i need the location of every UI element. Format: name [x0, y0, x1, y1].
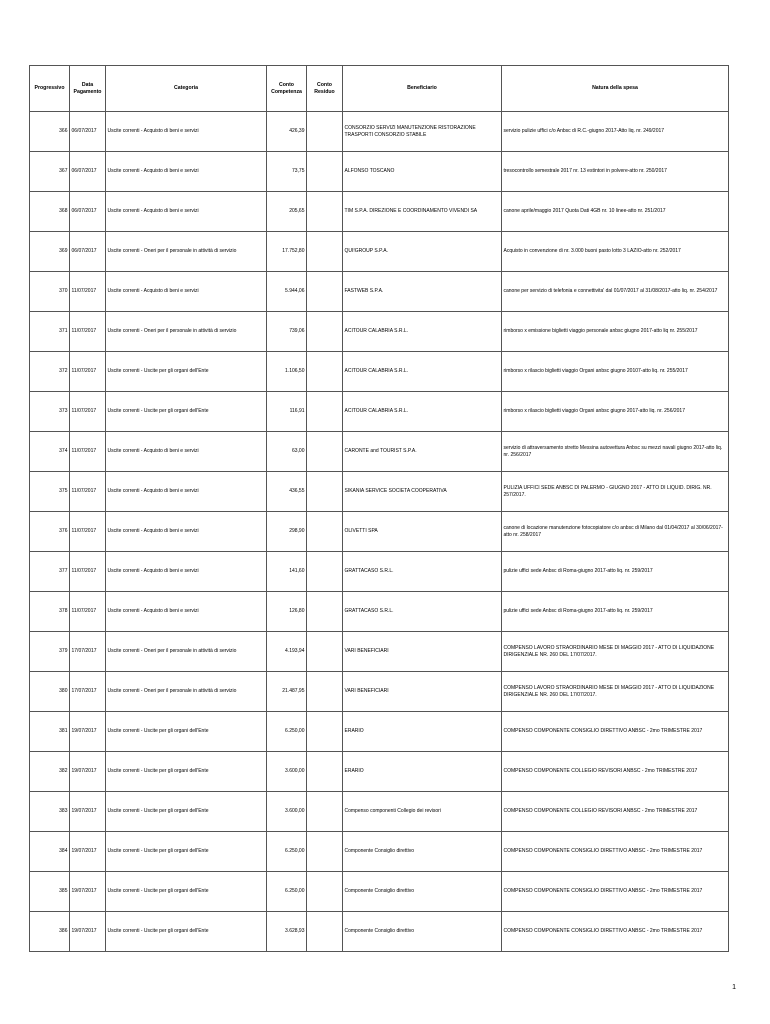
cell-categoria: Uscite correnti - Oneri per il personale in attività di servizio	[106, 672, 267, 712]
cell-conto-residuo	[307, 112, 343, 152]
table-row	[30, 512, 729, 552]
cell-conto-residuo	[307, 872, 343, 912]
cell-natura-spesa: PULIZIA UFFICI SEDE ANBSC DI PALERMO - GIUGNO 2017 - ATTO DI LIQUID. DIRIG. NR. 257/2017.	[502, 472, 729, 512]
cell-categoria: Uscite correnti - Acquisto di beni e servizi	[106, 472, 267, 512]
table-row	[30, 912, 729, 952]
cell-progressivo: 382	[30, 752, 70, 792]
page-number: 1	[732, 984, 736, 991]
cell-natura-spesa: COMPENSO COMPONENTE CONSIGLIO DIRETTIVO ANBSC - 2mo TRIMESTRE 2017	[502, 872, 729, 912]
cell-beneficiario: Compenso componenti Collegio dei revisori	[343, 792, 502, 832]
cell-beneficiario: CONSORZIO SERVIZI MANUTENZIONE RISTORAZIONE TRASPORTI CONSORZIO STABILE	[343, 112, 502, 152]
table-row	[30, 632, 729, 672]
cell-conto-residuo	[307, 912, 343, 952]
cell-progressivo: 378	[30, 592, 70, 632]
cell-data-pagamento: 06/07/2017	[70, 112, 106, 152]
cell-beneficiario: SIKANIA SERVICE SOCIETA COOPERATIVA	[343, 472, 502, 512]
table-row	[30, 832, 729, 872]
cell-progressivo: 384	[30, 832, 70, 872]
cell-data-pagamento: 11/07/2017	[70, 432, 106, 472]
cell-conto-residuo	[307, 272, 343, 312]
table-row	[30, 352, 729, 392]
cell-progressivo: 371	[30, 312, 70, 352]
cell-data-pagamento: 11/07/2017	[70, 512, 106, 552]
cell-data-pagamento: 19/07/2017	[70, 872, 106, 912]
cell-conto-competenza: 426,39	[267, 112, 307, 152]
cell-data-pagamento: 06/07/2017	[70, 152, 106, 192]
cell-beneficiario: GRATTACASO S.R.L.	[343, 552, 502, 592]
cell-natura-spesa: COMPENSO LAVORO STRAORDINARIO MESE DI MAGGIO 2017 - ATTO DI LIQUIDAZIONE DIRIGENZIALE NR. 260 DEL 17/07/2017.	[502, 672, 729, 712]
cell-conto-competenza: 6.250,00	[267, 832, 307, 872]
cell-natura-spesa: servizio pulizie uffici c/o Anbsc di R.C.-giugno 2017-Atto liq. nr. 249/2017	[502, 112, 729, 152]
cell-conto-residuo	[307, 832, 343, 872]
cell-natura-spesa: servizio di attraversamento stretto Messina autovettura Anbsc su mezzi navali giugno 2017-atto liq. nr. 256/2017	[502, 432, 729, 472]
header-conto-residuo: Conto Residuo	[307, 66, 343, 112]
cell-progressivo: 386	[30, 912, 70, 952]
cell-categoria: Uscite correnti - Acquisto di beni e servizi	[106, 432, 267, 472]
cell-beneficiario: ACITOUR CALABRIA S.R.L.	[343, 392, 502, 432]
cell-conto-competenza: 298,90	[267, 512, 307, 552]
cell-conto-competenza: 4.193,94	[267, 632, 307, 672]
cell-beneficiario: ACITOUR CALABRIA S.R.L.	[343, 352, 502, 392]
cell-conto-residuo	[307, 792, 343, 832]
cell-data-pagamento: 19/07/2017	[70, 912, 106, 952]
table-row	[30, 232, 729, 272]
cell-progressivo: 375	[30, 472, 70, 512]
cell-natura-spesa: COMPENSO LAVORO STRAORDINARIO MESE DI MAGGIO 2017 - ATTO DI LIQUIDAZIONE DIRIGENZIALE NR. 260 DEL 17/07/2017.	[502, 632, 729, 672]
cell-beneficiario: GRATTACASO S.R.L.	[343, 592, 502, 632]
payments-table	[29, 65, 729, 952]
cell-categoria: Uscite correnti - Oneri per il personale in attività di servizio	[106, 232, 267, 272]
cell-categoria: Uscite correnti - Uscite per gli organi dell'Ente	[106, 912, 267, 952]
table-body	[30, 112, 729, 952]
table-row	[30, 672, 729, 712]
cell-data-pagamento: 19/07/2017	[70, 832, 106, 872]
cell-conto-competenza: 1.106,50	[267, 352, 307, 392]
cell-beneficiario: Componente Consiglio direttivo	[343, 912, 502, 952]
table-row	[30, 312, 729, 352]
cell-beneficiario: CARONTE and TOURIST S.P.A.	[343, 432, 502, 472]
header-beneficiario: Beneficiario	[343, 66, 502, 112]
cell-categoria: Uscite correnti - Acquisto di beni e servizi	[106, 552, 267, 592]
cell-categoria: Uscite correnti - Uscite per gli organi dell'Ente	[106, 352, 267, 392]
cell-conto-competenza: 141,60	[267, 552, 307, 592]
table-row	[30, 472, 729, 512]
cell-beneficiario: VARI BENEFICIARI	[343, 672, 502, 712]
cell-categoria: Uscite correnti - Oneri per il personale in attività di servizio	[106, 312, 267, 352]
cell-natura-spesa: Acquisto in convenzione di nr. 3.000 buoni pasto lotto 3 LAZIO-atto nr. 252/2017	[502, 232, 729, 272]
cell-conto-competenza: 3.600,00	[267, 752, 307, 792]
cell-conto-competenza: 21.487,95	[267, 672, 307, 712]
cell-conto-residuo	[307, 312, 343, 352]
table-header-row	[30, 66, 729, 112]
cell-progressivo: 370	[30, 272, 70, 312]
cell-conto-competenza: 126,80	[267, 592, 307, 632]
cell-data-pagamento: 17/07/2017	[70, 632, 106, 672]
cell-natura-spesa: COMPENSO COMPONENTE CONSIGLIO DIRETTIVO ANBSC - 2mo TRIMESTRE 2017	[502, 912, 729, 952]
cell-data-pagamento: 19/07/2017	[70, 712, 106, 752]
cell-natura-spesa: canone di locazione manutenzione fotocopiatore c/o anbsc di Milano dal 01/04/2017 al 30/06/2017-atto nr. 258/2017	[502, 512, 729, 552]
cell-beneficiario: ACITOUR CALABRIA S.R.L.	[343, 312, 502, 352]
cell-conto-competenza: 739,06	[267, 312, 307, 352]
cell-data-pagamento: 19/07/2017	[70, 792, 106, 832]
cell-progressivo: 385	[30, 872, 70, 912]
cell-natura-spesa: COMPENSO COMPONENTE CONSIGLIO DIRETTIVO ANBSC - 2mo TRIMESTRE 2017	[502, 712, 729, 752]
cell-natura-spesa: COMPENSO COMPONENTE COLLEGIO REVISORI ANBSC - 2mo TRIMESTRE 2017	[502, 792, 729, 832]
cell-beneficiario: OLIVETTI SPA	[343, 512, 502, 552]
cell-conto-residuo	[307, 352, 343, 392]
cell-natura-spesa: pulizie uffici sede Anbsc di Roma-giugno 2017-atto liq. nr. 259/2017	[502, 552, 729, 592]
cell-beneficiario: Componente Consiglio direttivo	[343, 872, 502, 912]
cell-progressivo: 372	[30, 352, 70, 392]
cell-natura-spesa: rimborso x rilascio biglietti viaggio Organi anbsc giugno 20107-atto liq. nr. 255/2017	[502, 352, 729, 392]
cell-conto-competenza: 73,75	[267, 152, 307, 192]
cell-data-pagamento: 11/07/2017	[70, 312, 106, 352]
cell-conto-residuo	[307, 392, 343, 432]
cell-conto-residuo	[307, 432, 343, 472]
cell-conto-competenza: 116,91	[267, 392, 307, 432]
cell-data-pagamento: 06/07/2017	[70, 232, 106, 272]
cell-conto-residuo	[307, 752, 343, 792]
cell-categoria: Uscite correnti - Uscite per gli organi dell'Ente	[106, 792, 267, 832]
table-row	[30, 792, 729, 832]
cell-natura-spesa: rimborso x emissione biglietti viaggio personale anbsc giugno 2017-atto liq nr. 255/2017	[502, 312, 729, 352]
cell-progressivo: 373	[30, 392, 70, 432]
cell-conto-competenza: 6.250,00	[267, 712, 307, 752]
cell-progressivo: 376	[30, 512, 70, 552]
header-categoria: Categoria	[106, 66, 267, 112]
cell-conto-competenza: 3.628,93	[267, 912, 307, 952]
cell-progressivo: 368	[30, 192, 70, 232]
cell-conto-residuo	[307, 232, 343, 272]
header-progressivo: Progressivo	[30, 66, 70, 112]
cell-data-pagamento: 11/07/2017	[70, 472, 106, 512]
table-row	[30, 432, 729, 472]
cell-progressivo: 381	[30, 712, 70, 752]
cell-categoria: Uscite correnti - Uscite per gli organi dell'Ente	[106, 392, 267, 432]
cell-conto-competenza: 5.944,06	[267, 272, 307, 312]
cell-conto-competenza: 3.600,00	[267, 792, 307, 832]
cell-beneficiario: FASTWEB S.P.A.	[343, 272, 502, 312]
cell-conto-competenza: 205,65	[267, 192, 307, 232]
cell-categoria: Uscite correnti - Oneri per il personale in attività di servizio	[106, 632, 267, 672]
cell-categoria: Uscite correnti - Uscite per gli organi dell'Ente	[106, 872, 267, 912]
cell-categoria: Uscite correnti - Uscite per gli organi dell'Ente	[106, 712, 267, 752]
cell-conto-competenza: 6.250,00	[267, 872, 307, 912]
cell-progressivo: 383	[30, 792, 70, 832]
cell-data-pagamento: 19/07/2017	[70, 752, 106, 792]
cell-categoria: Uscite correnti - Uscite per gli organi dell'Ente	[106, 832, 267, 872]
cell-natura-spesa: canone per servizio di telefonia e connettivita' dal 01/07/2017 al 31/08/2017-atto liq. nr. 254/2017	[502, 272, 729, 312]
cell-conto-competenza: 63,00	[267, 432, 307, 472]
cell-progressivo: 379	[30, 632, 70, 672]
cell-progressivo: 377	[30, 552, 70, 592]
cell-natura-spesa: pulizie uffici sede Anbsc di Roma-giugno 2017-atto liq. nr. 259/2017	[502, 592, 729, 632]
cell-natura-spesa: canone aprile/maggio 2017 Quota Dati 4GB nr. 10 linee-atto nr. 251/2017	[502, 192, 729, 232]
cell-progressivo: 369	[30, 232, 70, 272]
cell-conto-residuo	[307, 672, 343, 712]
table-row	[30, 752, 729, 792]
cell-conto-competenza: 17.752,80	[267, 232, 307, 272]
table-row	[30, 712, 729, 752]
table-row	[30, 592, 729, 632]
cell-natura-spesa: COMPENSO COMPONENTE COLLEGIO REVISORI ANBSC - 2mo TRIMESTRE 2017	[502, 752, 729, 792]
table-row	[30, 552, 729, 592]
cell-conto-residuo	[307, 512, 343, 552]
cell-natura-spesa: tresocontrollo semestrale 2017 nr. 13 estintori in polvere-atto nr. 250/2017	[502, 152, 729, 192]
cell-progressivo: 366	[30, 112, 70, 152]
cell-conto-residuo	[307, 552, 343, 592]
cell-conto-residuo	[307, 192, 343, 232]
table-row	[30, 872, 729, 912]
cell-conto-residuo	[307, 712, 343, 752]
header-data-pagamento: Data Pagamento	[70, 66, 106, 112]
cell-progressivo: 367	[30, 152, 70, 192]
cell-categoria: Uscite correnti - Acquisto di beni e servizi	[106, 152, 267, 192]
cell-categoria: Uscite correnti - Uscite per gli organi dell'Ente	[106, 752, 267, 792]
cell-data-pagamento: 11/07/2017	[70, 392, 106, 432]
cell-beneficiario: ERARIO	[343, 752, 502, 792]
cell-data-pagamento: 11/07/2017	[70, 352, 106, 392]
table-row	[30, 112, 729, 152]
header-conto-competenza: Conto Competenza	[267, 66, 307, 112]
cell-categoria: Uscite correnti - Acquisto di beni e servizi	[106, 272, 267, 312]
cell-conto-residuo	[307, 472, 343, 512]
cell-progressivo: 374	[30, 432, 70, 472]
cell-beneficiario: ERARIO	[343, 712, 502, 752]
table-row	[30, 152, 729, 192]
cell-data-pagamento: 11/07/2017	[70, 272, 106, 312]
cell-conto-residuo	[307, 592, 343, 632]
cell-categoria: Uscite correnti - Acquisto di beni e servizi	[106, 592, 267, 632]
cell-categoria: Uscite correnti - Acquisto di beni e servizi	[106, 192, 267, 232]
cell-progressivo: 380	[30, 672, 70, 712]
cell-beneficiario: VARI BENEFICIARI	[343, 632, 502, 672]
header-natura-spesa: Natura della spesa	[502, 66, 729, 112]
cell-conto-residuo	[307, 632, 343, 672]
cell-natura-spesa: COMPENSO COMPONENTE CONSIGLIO DIRETTIVO ANBSC - 2mo TRIMESTRE 2017	[502, 832, 729, 872]
cell-conto-competenza: 436,55	[267, 472, 307, 512]
cell-data-pagamento: 11/07/2017	[70, 552, 106, 592]
cell-data-pagamento: 06/07/2017	[70, 192, 106, 232]
cell-beneficiario: ALFONSO TOSCANO	[343, 152, 502, 192]
cell-conto-residuo	[307, 152, 343, 192]
table-row	[30, 272, 729, 312]
cell-beneficiario: TIM S.P.A. DIREZIONE E COORDINAMENTO VIVENDI SA	[343, 192, 502, 232]
cell-beneficiario: Componente Consiglio direttivo	[343, 832, 502, 872]
cell-natura-spesa: rimborso x rilascio biglietti viaggio Organi anbsc giugno 2017-atto liq. nr. 256/2017	[502, 392, 729, 432]
table-row	[30, 392, 729, 432]
cell-data-pagamento: 17/07/2017	[70, 672, 106, 712]
table-row	[30, 192, 729, 232]
cell-beneficiario: QUI!GROUP S.P.A.	[343, 232, 502, 272]
cell-categoria: Uscite correnti - Acquisto di beni e servizi	[106, 112, 267, 152]
cell-data-pagamento: 11/07/2017	[70, 592, 106, 632]
cell-categoria: Uscite correnti - Acquisto di beni e servizi	[106, 512, 267, 552]
